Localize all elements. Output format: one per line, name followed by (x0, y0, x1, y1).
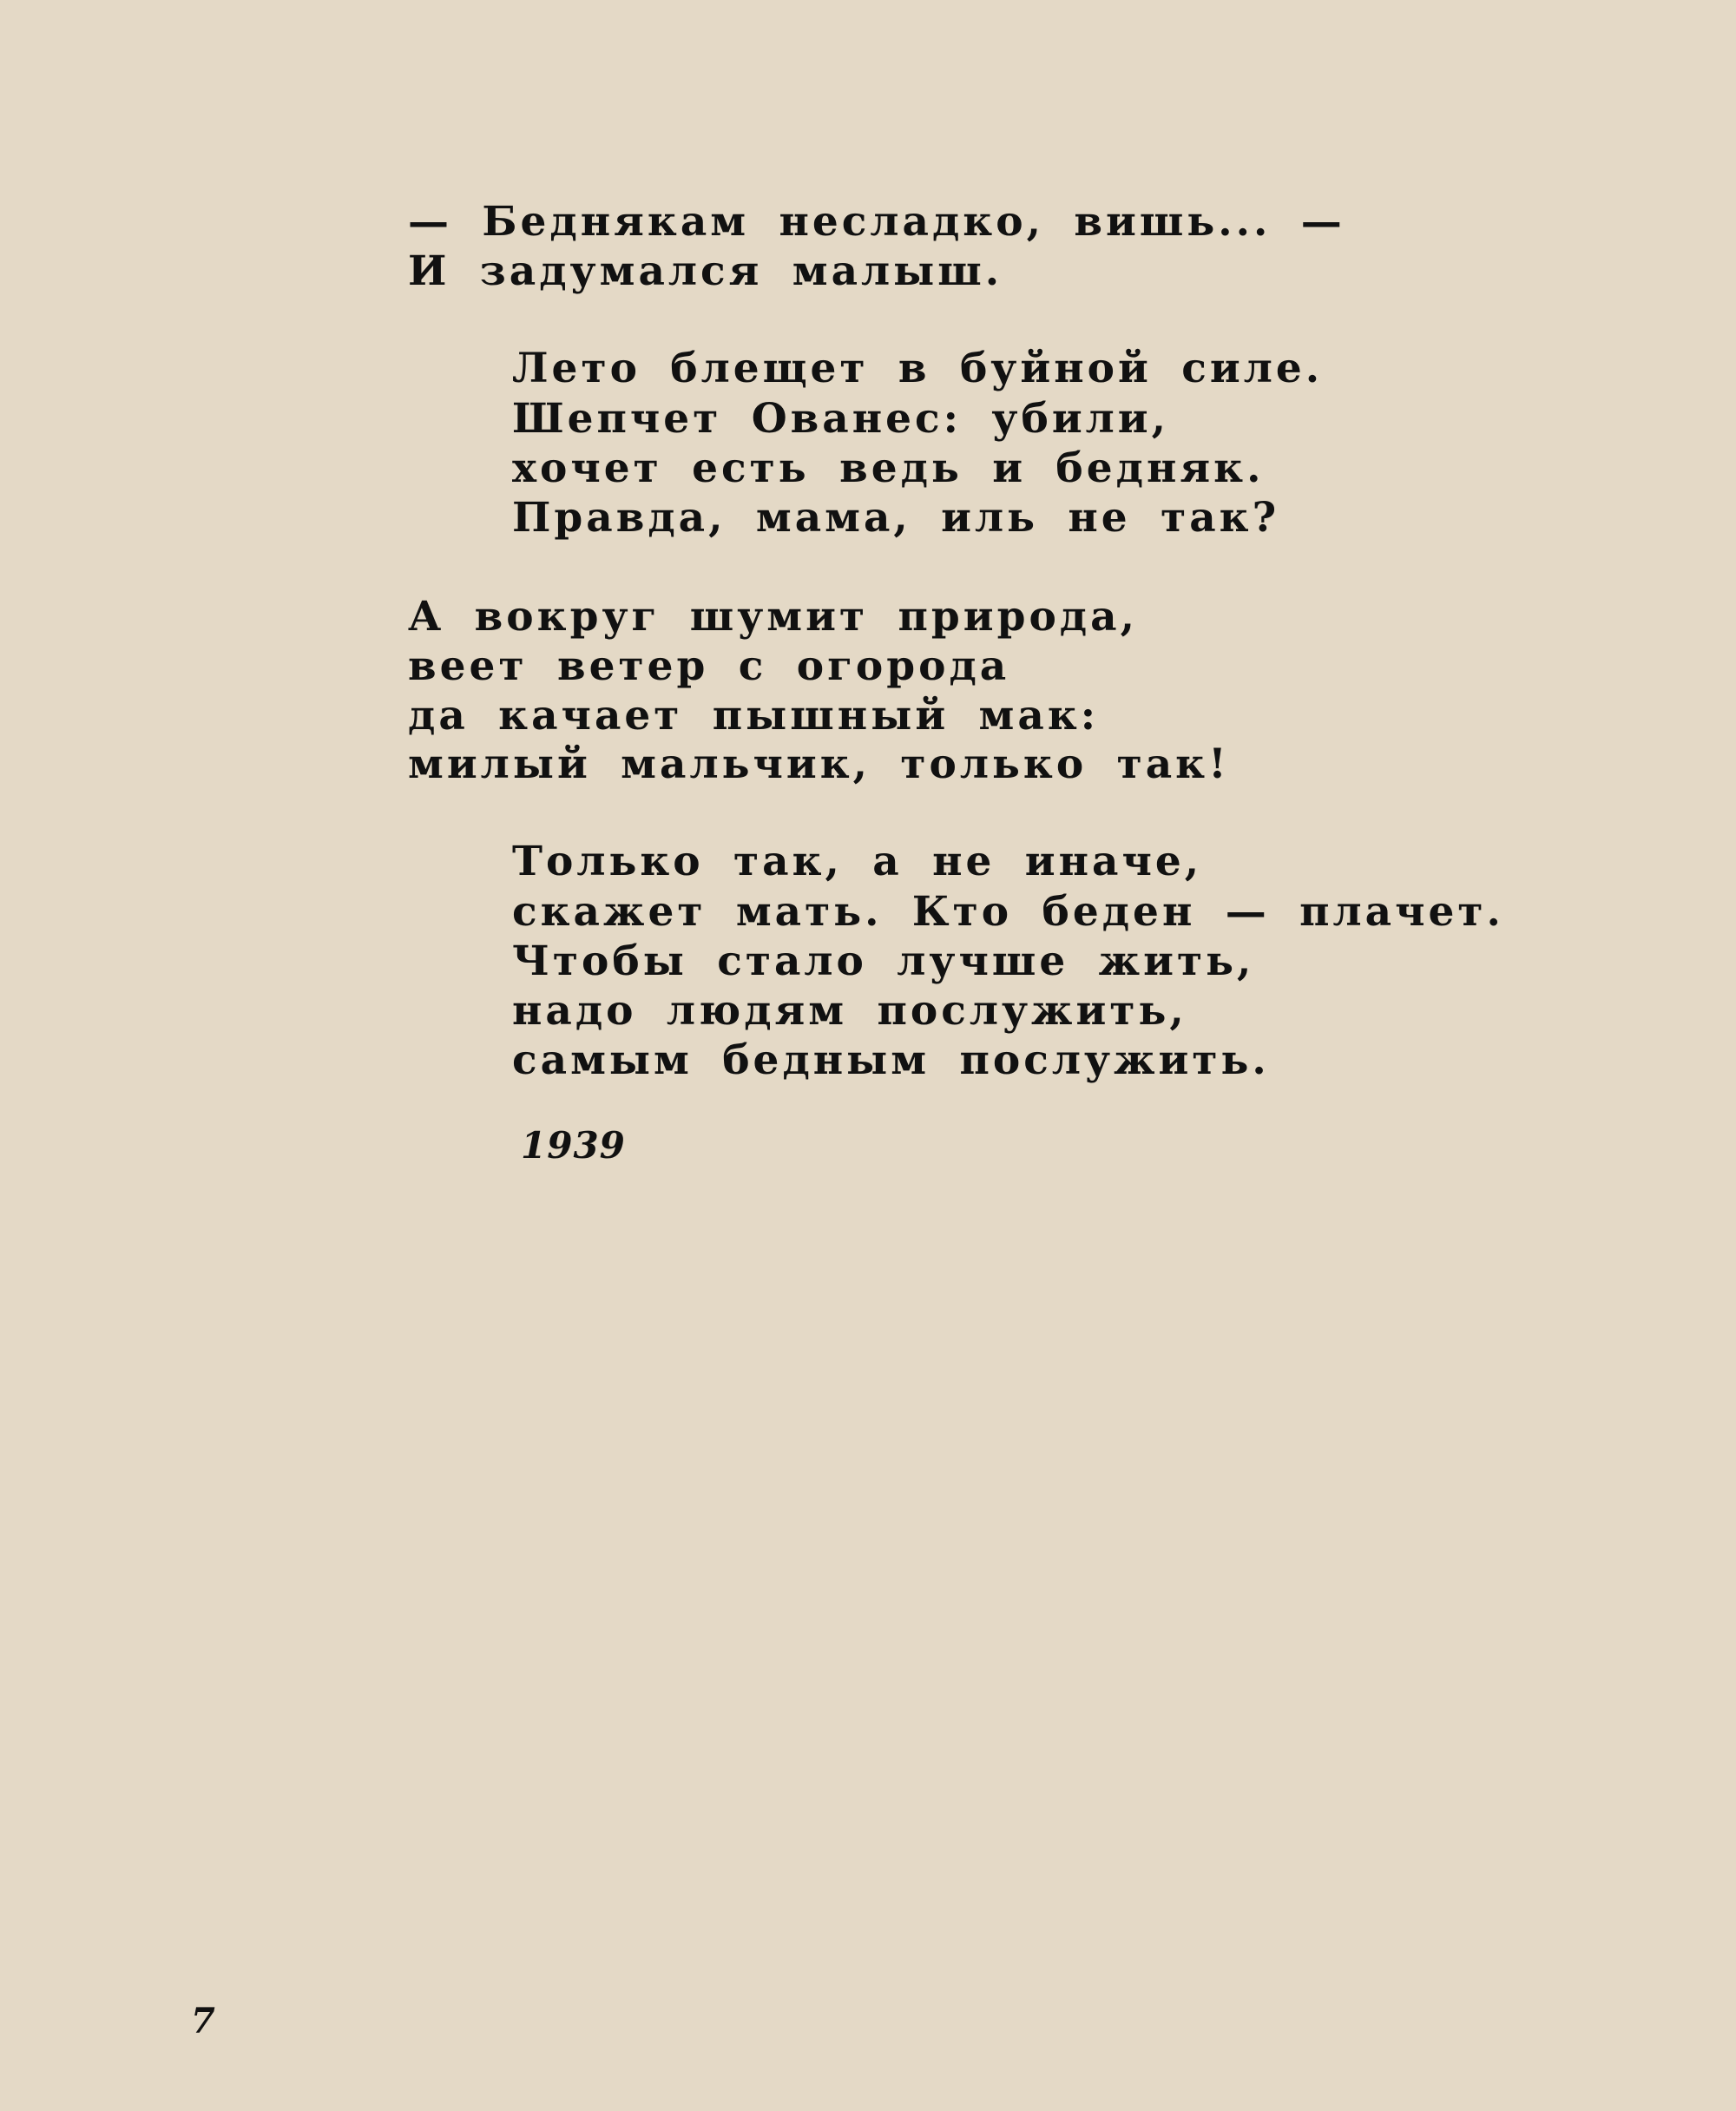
poem-year: 1939 (521, 1124, 626, 1167)
page-number: 7 (191, 2001, 215, 2042)
poem-line: — Беднякам несладко, вишь... — (408, 198, 1345, 246)
poem-line: веет ветер с огорода (408, 642, 1010, 690)
poem-line: Правда, мама, иль не так? (512, 494, 1280, 542)
poem-line: Шепчет Ованес: убили, (512, 395, 1170, 443)
poem-line: да качает пышный мак: (408, 692, 1100, 740)
poem-line: надо людям послужить, (512, 987, 1187, 1035)
poem-line: Лето блещет в буйной силе. (512, 345, 1324, 392)
poem-line: милый мальчик, только так! (408, 740, 1230, 788)
poem-line: скажет мать. Кто беден — плачет. (512, 888, 1504, 936)
poem-line: хочет есть ведь и бедняк. (512, 444, 1265, 492)
poem-line: Чтобы стало лучше жить, (512, 937, 1255, 985)
poem-line: А вокруг шумит природа, (408, 593, 1138, 641)
poem-line: Только так, а не иначе, (512, 838, 1203, 885)
poem-line: И задумался малыш. (408, 247, 1003, 295)
poem-line: самым бедным послужить. (512, 1036, 1270, 1084)
